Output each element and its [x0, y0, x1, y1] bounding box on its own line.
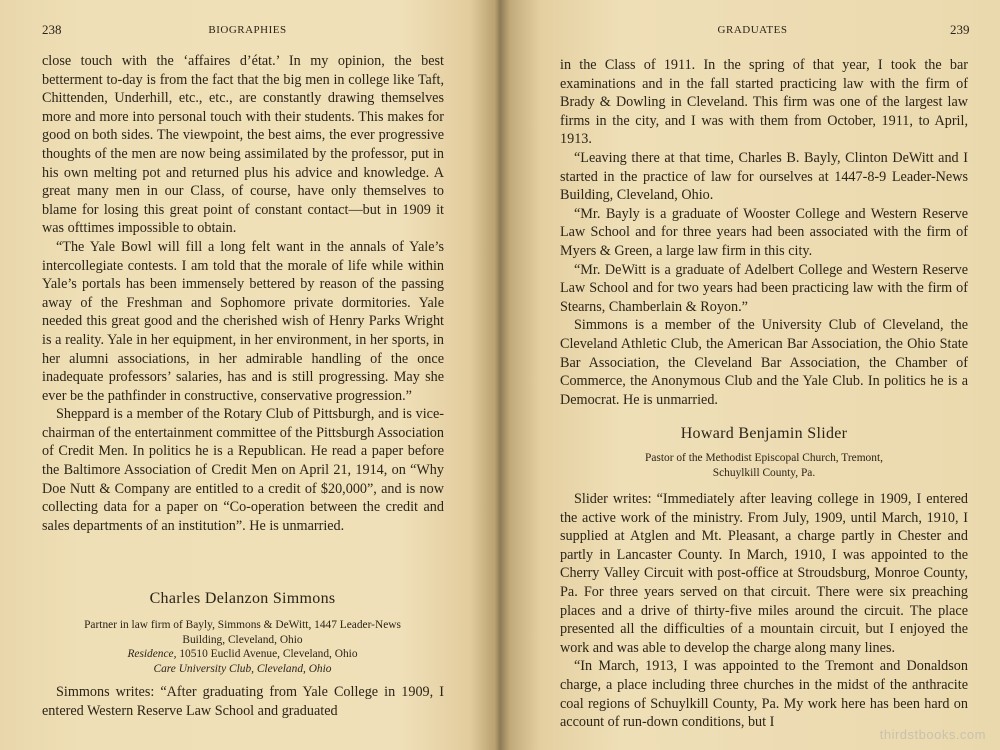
paragraph: “In March, 1913, I was appointed to the Tremont and Donaldson charge, a place including three churches in the midst of the anthracite coal regions of Schuylkill County, Pa. My work here has been hard on account of run-down conditions, but I [560, 658, 968, 731]
watermark: thirdstbooks.com [879, 727, 986, 742]
entry-heading [30, 590, 455, 676]
residence-label: Residence, [127, 648, 177, 660]
entry-occupation-line: Building, Cleveland, Ohio [182, 633, 303, 646]
right-page [505, 0, 1000, 750]
residence-address: 10510 Euclid Avenue, Cleveland, Ohio [179, 648, 358, 660]
page-number: 239 [950, 22, 970, 37]
running-head: BIOGRAPHIES [208, 24, 287, 36]
paragraph: Slider writes: “Immediately after leaving college in 1909, I entered the active work of the ministry. From July, 1909, until March, 1910, I supplied at Atglen and Mt. Pleasant, a charge partly in Chester and partly in Lancaster County. In March, 1910, I was appointed to the Cherry Valley Circuit with post-office at Stroudsburg, Monroe County, Pa. For three years served on that circuit. There were six preaching places and a drive of thirty-five miles around the circuit. The place presented all the difficulties of a mountain circuit, but I enjoyed the work and was able to develop the charge along many lines. [560, 491, 968, 656]
entry-name: Charles Delanzon Simmons [149, 590, 336, 607]
paragraph: in the Class of 1911. In the spring of that year, I took the bar examinations and in the fall started practicing law with the firm of Brady & Dowling in Cleveland. This firm was one of the largest law firms in the city, and I was with them from October, 1911, to April, 1913. [560, 57, 968, 148]
paragraph: “Leaving there at that time, Charles B. Bayly, Clinton DeWitt and I started in the practice of law for ourselves at 1447-8-9 Leader-News Building, Cleveland, Ohio. [560, 149, 968, 204]
running-head: GRADUATES [717, 24, 788, 36]
paragraph: “The Yale Bowl will fill a long felt want in the annals of Yale’s intercollegiate contests. I am told that the morale of life while within Yale’s portals has been immensely bettered by reason of the passing away of the Freshman and Sophomore private dormitories. Yale needed this great good and the cherished wish of Henry Parks Wright is a reality. Yale in her equipment, in her environment, in her sports, in her alumni associations, in her admirable handling of the once inadequate professors’ salaries, has and is still progressing. May she ever be the pathfinder in constructive, conservative progression.” [42, 238, 444, 404]
entry-heading [560, 425, 968, 480]
left-body-text [42, 52, 444, 535]
left-page [0, 0, 495, 750]
paragraph: “Mr. DeWitt is a graduate of Adelbert College and Western Reserve Law School and for two years had been practicing law with the firm of Stearns, Chamberlain & Royon.” [560, 261, 968, 315]
paragraph: Simmons is a member of the University Club of Cleveland, the Cleveland Athletic Club, the American Bar Association, the Ohio State Bar Association, the Cleveland Bar Association, the Chamber of Commerce, the Anonymous Club and the Yale Club. In politics he is a Democrat. He is unmarried. [560, 317, 968, 408]
entry-occupation-line: Partner in law firm of Bayly, Simmons & DeWitt, 1447 Leader-News [84, 619, 401, 631]
paragraph: “Mr. Bayly is a graduate of Wooster College and Western Reserve Law School and for three years had been associated with the firm of Myers & Green, a large law firm in this city. [560, 205, 968, 259]
entry-occupation-line: Pastor of the Methodist Episcopal Church, Tremont, [645, 452, 883, 464]
paragraph: Simmons writes: “After graduating from Yale College in 1909, I entered Western Reserve Law School and graduated [42, 684, 444, 719]
entry-body-text [560, 490, 968, 732]
entry-residence [30, 647, 455, 662]
page-number: 238 [42, 22, 62, 37]
entry-care-address: Care University Club, Cleveland, Ohio [153, 662, 332, 675]
entry-occupation-line: Schuylkill County, Pa. [712, 466, 816, 479]
paragraph: close touch with the ‘affaires d’état.’ In my opinion, the best betterment to-day is from the fact that the big men in college like Taft, Chittenden, Underhill, etc., etc., are constantly drawing themselves more and more into personal touch with their students. This makes for good on both sides. The viewpoint, the best aims, the ever progressive thoughts of the men are now being assimilated by the professor, put in his own melting pot and returned plus his advice and knowledge. A great many men in our Class, of course, have only themselves to blame for losing this great point of constant contact—but in 1909 it was ofttimes impossible to obtain. [42, 53, 444, 237]
entry-opening [42, 683, 444, 720]
paragraph: Sheppard is a member of the Rotary Club of Pittsburgh, and is vice-chairman of the entertainment committee of the Pittsburgh Association of Credit Men. In politics he is a Republican. He read a paper before the Baltimore Association of Credit Men on April 21, 1914, on “Why Doe Nutt & Company are entitled to a credit of $20,000”, and is now collecting data for a paper on “Co-operation between the credit and sales departments of an institution”. He is unmarried. [42, 406, 444, 534]
right-body-text [560, 56, 968, 409]
entry-name: Howard Benjamin Slider [680, 425, 848, 442]
